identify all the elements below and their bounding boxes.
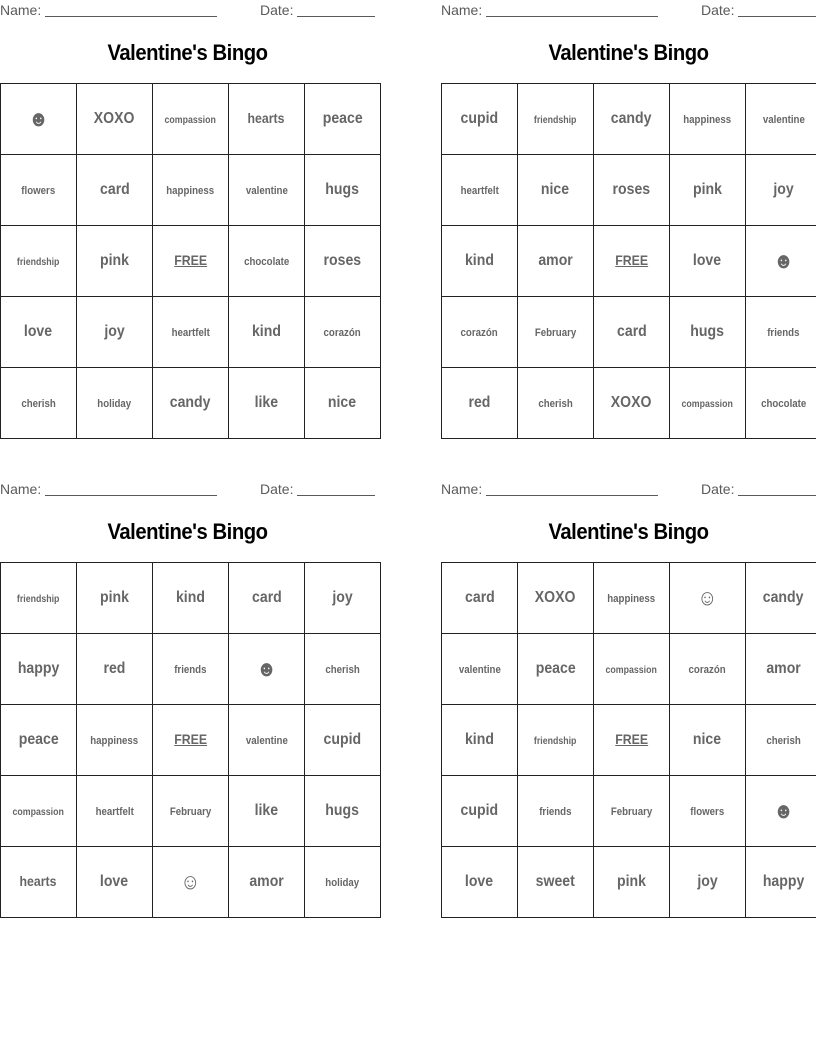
bingo-word: compassion <box>681 399 734 410</box>
bingo-word: valentine <box>245 185 288 197</box>
bingo-cell <box>518 226 594 297</box>
bingo-cell <box>442 634 518 705</box>
bingo-word: card <box>464 589 495 606</box>
free-space-cell <box>594 705 670 776</box>
bingo-row <box>1 368 381 439</box>
bingo-row <box>1 776 381 847</box>
bingo-cell <box>594 634 670 705</box>
bingo-row <box>1 705 381 776</box>
bingo-word: cherish <box>21 398 56 410</box>
bingo-word: pink <box>100 252 129 269</box>
bingo-cell <box>670 368 746 439</box>
name-field <box>0 2 217 18</box>
name-field <box>0 481 217 497</box>
bingo-row <box>442 84 816 155</box>
bingo-word: like <box>254 394 279 411</box>
bingo-grid <box>0 562 381 918</box>
bingo-cell <box>518 776 594 847</box>
bingo-row <box>1 847 381 918</box>
bingo-word: friends <box>174 664 207 676</box>
bingo-word: corazón <box>688 664 727 676</box>
bingo-word: friendship <box>17 594 60 605</box>
bingo-cell <box>594 368 670 439</box>
bingo-word: flowers <box>21 185 56 197</box>
bingo-word: valentine <box>458 664 501 676</box>
date-label: Date: <box>260 2 294 18</box>
bingo-cell <box>305 847 381 918</box>
smiley-icon: ☻ <box>28 106 49 131</box>
bingo-word: February <box>534 327 577 339</box>
bingo-cell <box>746 155 816 226</box>
bingo-word: love <box>100 873 129 890</box>
bingo-cell <box>670 776 746 847</box>
bingo-cell <box>518 297 594 368</box>
bingo-cell <box>153 776 229 847</box>
bingo-word: XOXO <box>94 110 135 127</box>
bingo-cell <box>442 847 518 918</box>
smiley-cell <box>746 776 816 847</box>
bingo-word: valentine <box>245 735 288 747</box>
bingo-cell <box>594 84 670 155</box>
bingo-cell <box>77 634 153 705</box>
bingo-cell <box>594 847 670 918</box>
bingo-word: nice <box>328 394 357 411</box>
bingo-word: pink <box>693 181 722 198</box>
bingo-cell <box>77 563 153 634</box>
bingo-word: FREE <box>615 731 648 747</box>
bingo-row <box>442 847 816 918</box>
bingo-cell <box>229 705 305 776</box>
bingo-word: candy <box>170 394 211 411</box>
card-title: Valentine's Bingo <box>548 40 709 65</box>
bingo-cell <box>77 847 153 918</box>
bingo-cell <box>1 634 77 705</box>
bingo-word: happy <box>17 660 60 677</box>
bingo-cell <box>746 84 816 155</box>
smiley-icon: ☻ <box>256 656 277 681</box>
bingo-cell <box>77 226 153 297</box>
smiley-icon: ☻ <box>773 798 794 823</box>
bingo-word: XOXO <box>535 589 576 606</box>
bingo-word: peace <box>18 731 59 748</box>
smiley-cell <box>670 563 746 634</box>
bingo-word: cupid <box>323 731 362 748</box>
name-field <box>441 481 658 497</box>
bingo-word: compassion <box>164 115 217 126</box>
date-blank-line <box>297 3 375 17</box>
bingo-word: heartfelt <box>460 185 499 197</box>
bingo-cell <box>518 847 594 918</box>
smiley-cell <box>153 847 229 918</box>
bingo-word: compassion <box>605 665 658 676</box>
date-field <box>260 481 375 497</box>
bingo-word: friendship <box>534 736 577 747</box>
bingo-word: kind <box>465 731 494 748</box>
bingo-word: FREE <box>615 252 648 268</box>
bingo-cell <box>670 297 746 368</box>
name-date-fields <box>441 479 816 499</box>
bingo-row <box>442 226 816 297</box>
bingo-cell <box>746 563 816 634</box>
bingo-cell <box>746 634 816 705</box>
bingo-word: joy <box>773 181 794 198</box>
bingo-word: friendship <box>17 257 60 268</box>
bingo-cell <box>305 776 381 847</box>
bingo-row <box>1 84 381 155</box>
smiley-cell <box>1 84 77 155</box>
bingo-row <box>1 155 381 226</box>
bingo-cell <box>229 563 305 634</box>
bingo-word: joy <box>697 873 718 890</box>
bingo-word: like <box>254 802 279 819</box>
bingo-cell <box>77 84 153 155</box>
bingo-word: nice <box>541 181 570 198</box>
bingo-row <box>442 368 816 439</box>
bingo-word: cherish <box>325 664 360 676</box>
bingo-word: love <box>693 252 722 269</box>
bingo-cell <box>670 705 746 776</box>
bingo-word: peace <box>322 110 363 127</box>
bingo-cell <box>1 847 77 918</box>
bingo-cell <box>1 155 77 226</box>
bingo-word: heartfelt <box>95 806 134 818</box>
free-space-cell <box>153 226 229 297</box>
name-date-fields <box>0 479 375 499</box>
smiley-icon: ☺ <box>697 585 718 610</box>
bingo-cell <box>442 368 518 439</box>
bingo-word: holiday <box>97 398 132 410</box>
bingo-word: happiness <box>683 114 732 126</box>
bingo-word: friends <box>539 806 572 818</box>
bingo-cell <box>305 297 381 368</box>
bingo-cell <box>442 563 518 634</box>
bingo-cell <box>77 155 153 226</box>
bingo-row <box>1 563 381 634</box>
bingo-row <box>1 634 381 705</box>
bingo-cell <box>518 634 594 705</box>
name-blank-line <box>486 482 658 496</box>
card-title: Valentine's Bingo <box>107 40 268 65</box>
bingo-word: candy <box>611 110 652 127</box>
bingo-word: kind <box>252 323 281 340</box>
bingo-word: happy <box>762 873 805 890</box>
bingo-cell <box>305 155 381 226</box>
bingo-word: friends <box>767 327 800 339</box>
bingo-cell <box>77 705 153 776</box>
bingo-cell <box>594 155 670 226</box>
card-title: Valentine's Bingo <box>107 519 268 544</box>
bingo-cell <box>594 776 670 847</box>
bingo-row <box>442 563 816 634</box>
bingo-word: FREE <box>174 252 207 268</box>
bingo-word: nice <box>693 731 722 748</box>
bingo-cell <box>229 847 305 918</box>
bingo-word: card <box>616 323 647 340</box>
bingo-row <box>1 297 381 368</box>
bingo-cell <box>442 155 518 226</box>
bingo-cell <box>305 705 381 776</box>
smiley-cell <box>229 634 305 705</box>
bingo-cell <box>305 84 381 155</box>
date-field <box>701 481 816 497</box>
bingo-word: February <box>610 806 653 818</box>
bingo-word: cherish <box>538 398 573 410</box>
bingo-grid <box>441 83 816 439</box>
bingo-word: joy <box>104 323 125 340</box>
bingo-cell <box>670 84 746 155</box>
bingo-cell <box>442 297 518 368</box>
bingo-grid <box>441 562 816 918</box>
bingo-cell <box>229 368 305 439</box>
bingo-cell <box>746 847 816 918</box>
smiley-icon: ☻ <box>773 248 794 273</box>
card-title: Valentine's Bingo <box>548 519 709 544</box>
bingo-cell <box>518 563 594 634</box>
bingo-cell <box>518 155 594 226</box>
bingo-row <box>442 155 816 226</box>
bingo-cell <box>442 84 518 155</box>
bingo-word: cupid <box>460 110 499 127</box>
bingo-cell <box>229 84 305 155</box>
bingo-cell <box>518 705 594 776</box>
bingo-word: roses <box>323 252 362 269</box>
free-space-cell <box>153 705 229 776</box>
bingo-cell <box>305 368 381 439</box>
bingo-cell <box>746 297 816 368</box>
bingo-cell <box>670 634 746 705</box>
bingo-cell <box>442 776 518 847</box>
bingo-cell <box>670 847 746 918</box>
name-label: Name: <box>0 2 42 18</box>
date-label: Date: <box>260 481 294 497</box>
bingo-word: hugs <box>690 323 725 340</box>
bingo-word: hearts <box>20 873 57 889</box>
date-field <box>260 2 375 18</box>
bingo-cell <box>153 563 229 634</box>
bingo-word: pink <box>100 589 129 606</box>
bingo-cell <box>305 563 381 634</box>
bingo-word: sweet <box>535 873 576 890</box>
bingo-cell <box>153 368 229 439</box>
bingo-word: love <box>465 873 494 890</box>
date-label: Date: <box>701 481 735 497</box>
bingo-word: valentine <box>762 114 805 126</box>
bingo-cell <box>670 155 746 226</box>
bingo-word: cupid <box>460 802 499 819</box>
bingo-grid <box>0 83 381 439</box>
bingo-cell <box>442 226 518 297</box>
bingo-word: happiness <box>90 735 139 747</box>
bingo-word: amor <box>538 252 573 269</box>
bingo-cell <box>670 226 746 297</box>
bingo-row <box>442 297 816 368</box>
bingo-word: cherish <box>766 735 801 747</box>
bingo-cell <box>153 84 229 155</box>
bingo-cell <box>1 776 77 847</box>
bingo-cell <box>153 634 229 705</box>
date-blank-line <box>738 482 816 496</box>
name-date-fields <box>441 0 816 20</box>
bingo-word: happiness <box>166 185 215 197</box>
bingo-word: kind <box>465 252 494 269</box>
name-label: Name: <box>0 481 42 497</box>
bingo-word: amor <box>249 873 284 890</box>
bingo-word: kind <box>176 589 205 606</box>
smiley-icon: ☺ <box>180 869 201 894</box>
free-space-cell <box>594 226 670 297</box>
bingo-cell <box>77 776 153 847</box>
name-blank-line <box>486 3 658 17</box>
date-blank-line <box>297 482 375 496</box>
bingo-row <box>1 226 381 297</box>
bingo-cell <box>442 705 518 776</box>
date-label: Date: <box>701 2 735 18</box>
bingo-word: XOXO <box>611 394 652 411</box>
bingo-word: candy <box>763 589 804 606</box>
bingo-cell <box>1 368 77 439</box>
bingo-word: FREE <box>174 731 207 747</box>
bingo-word: joy <box>332 589 353 606</box>
name-label: Name: <box>441 481 483 497</box>
bingo-cell <box>305 226 381 297</box>
bingo-word: heartfelt <box>171 327 210 339</box>
bingo-cell <box>594 297 670 368</box>
bingo-word: hearts <box>248 110 285 126</box>
bingo-word: corazón <box>460 327 499 339</box>
bingo-row <box>442 705 816 776</box>
bingo-word: chocolate <box>243 256 290 268</box>
bingo-cell <box>746 705 816 776</box>
bingo-word: chocolate <box>760 398 807 410</box>
name-blank-line <box>45 3 217 17</box>
bingo-cell <box>518 368 594 439</box>
bingo-cell <box>229 776 305 847</box>
bingo-cell <box>1 297 77 368</box>
date-blank-line <box>738 3 816 17</box>
bingo-word: compassion <box>12 807 65 818</box>
name-date-fields <box>0 0 375 20</box>
name-field <box>441 2 658 18</box>
bingo-row <box>442 776 816 847</box>
bingo-cell <box>594 563 670 634</box>
bingo-cell <box>229 297 305 368</box>
bingo-word: peace <box>535 660 576 677</box>
bingo-cell <box>518 84 594 155</box>
name-label: Name: <box>441 2 483 18</box>
bingo-cell <box>1 563 77 634</box>
bingo-word: red <box>103 660 126 677</box>
smiley-cell <box>746 226 816 297</box>
bingo-cell <box>229 155 305 226</box>
name-blank-line <box>45 482 217 496</box>
bingo-word: pink <box>617 873 646 890</box>
bingo-word: card <box>251 589 282 606</box>
bingo-cell <box>1 226 77 297</box>
bingo-word: card <box>99 181 130 198</box>
bingo-cell <box>229 226 305 297</box>
bingo-cell <box>153 155 229 226</box>
bingo-cell <box>153 297 229 368</box>
bingo-cell <box>77 368 153 439</box>
date-field <box>701 2 816 18</box>
bingo-word: friendship <box>534 115 577 126</box>
bingo-cell <box>746 368 816 439</box>
bingo-word: amor <box>766 660 801 677</box>
bingo-cell <box>77 297 153 368</box>
bingo-cell <box>305 634 381 705</box>
bingo-word: hugs <box>325 181 360 198</box>
bingo-word: corazón <box>323 327 362 339</box>
bingo-row <box>442 634 816 705</box>
bingo-word: February <box>169 806 212 818</box>
bingo-cell <box>1 705 77 776</box>
bingo-word: holiday <box>325 877 360 889</box>
bingo-word: hugs <box>325 802 360 819</box>
bingo-word: love <box>24 323 53 340</box>
bingo-word: flowers <box>690 806 725 818</box>
bingo-word: red <box>468 394 491 411</box>
bingo-word: roses <box>612 181 651 198</box>
bingo-word: happiness <box>607 593 656 605</box>
